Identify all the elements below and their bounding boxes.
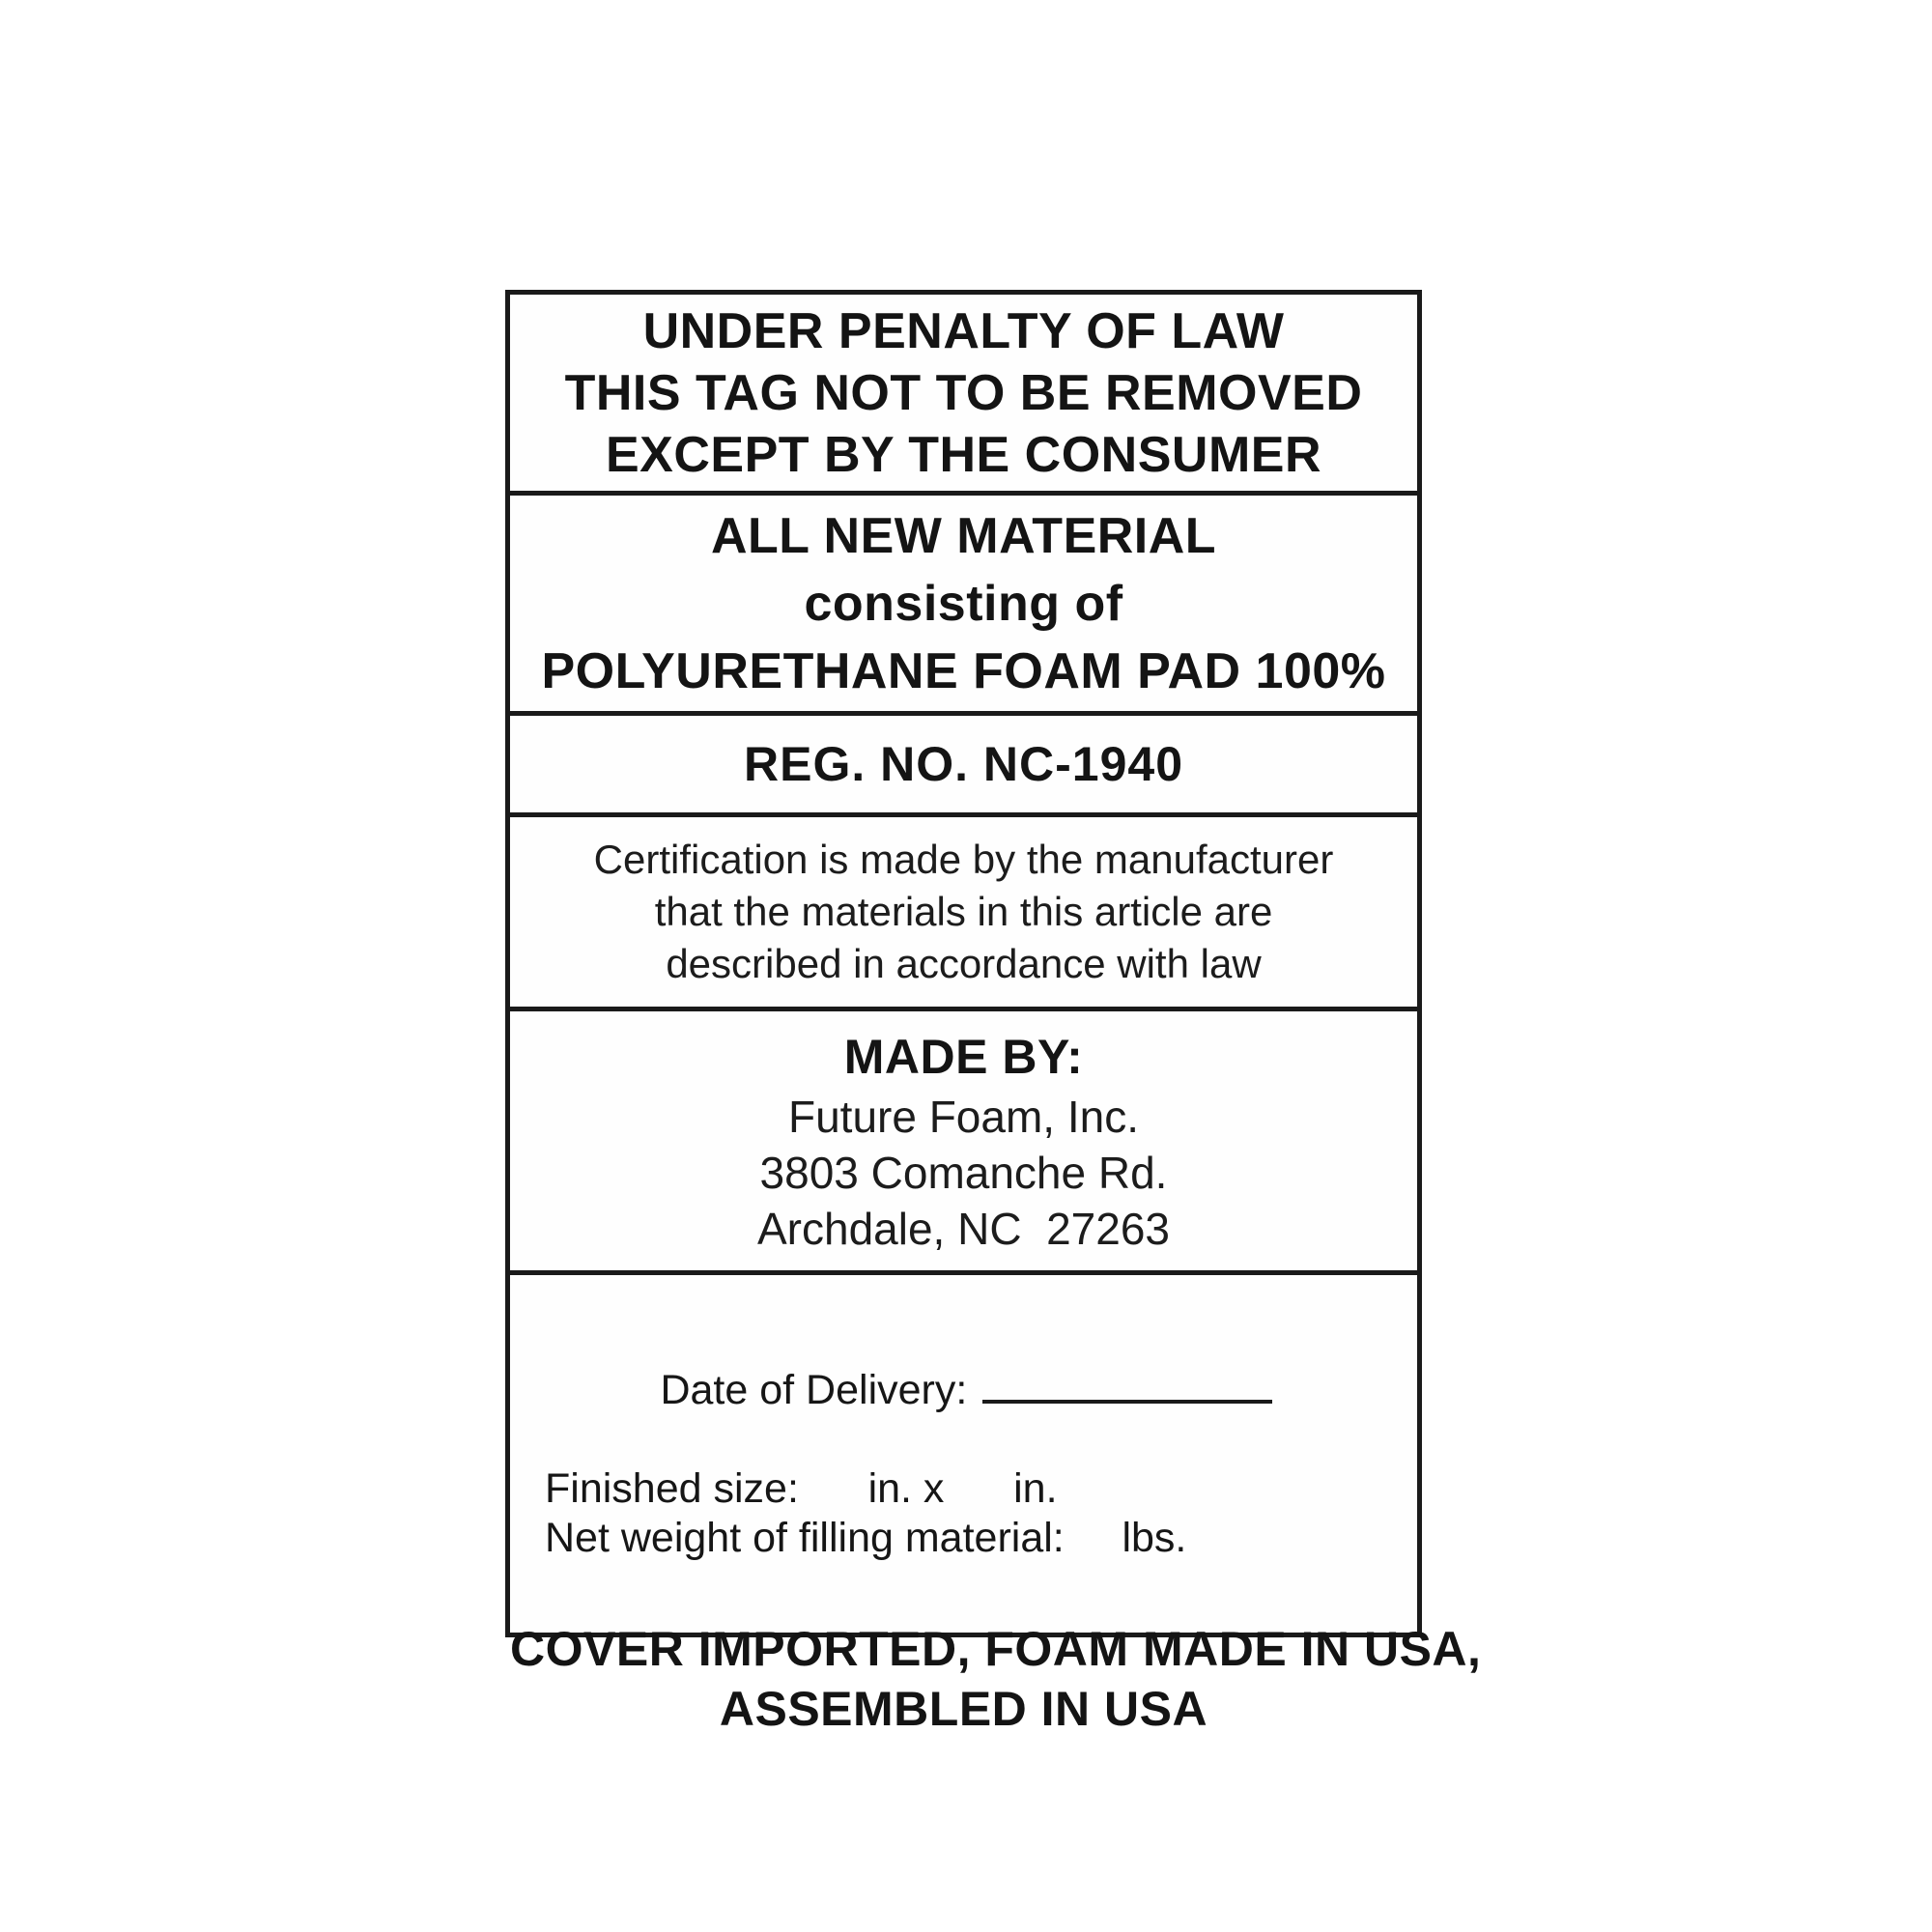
net-weight-row: Net weight of filling material: lbs. — [545, 1515, 1187, 1561]
made-by-section — [510, 1011, 1417, 1275]
date-of-delivery-row — [545, 1316, 1272, 1464]
material-line-3: POLYURETHANE FOAM PAD 100% — [541, 642, 1386, 699]
fill-in-fields — [545, 1316, 1272, 1563]
date-of-delivery-label: Date of Delivery: — [660, 1367, 968, 1413]
certification-line-1: Certification is made by the manufacturer — [593, 837, 1334, 882]
origin-statement-line-1: COVER IMPORTED, FOAM MADE IN USA, — [510, 1622, 1482, 1676]
material-line-1: ALL NEW MATERIAL — [710, 507, 1217, 564]
manufacturer-name: Future Foam, Inc. — [787, 1092, 1139, 1142]
finished-size-row: Finished size: in. x in. — [545, 1465, 1058, 1512]
certification-section — [510, 817, 1417, 1011]
details-section — [510, 1275, 1482, 1736]
manufacturer-street: 3803 Comanche Rd. — [759, 1148, 1168, 1198]
certification-line-3: described in accordance with law — [666, 941, 1262, 986]
material-line-2: consisting of — [804, 575, 1123, 632]
law-tag-label — [505, 290, 1482, 1736]
penalty-line-3: EXCEPT BY THE CONSUMER — [605, 426, 1322, 483]
made-by-heading: MADE BY: — [843, 1030, 1084, 1084]
penalty-section — [510, 295, 1417, 496]
origin-statement — [510, 1619, 1482, 1739]
date-of-delivery-blank — [982, 1365, 1272, 1404]
penalty-line-1: UNDER PENALTY OF LAW — [642, 302, 1285, 359]
origin-statement-line-2: ASSEMBLED IN USA — [719, 1682, 1208, 1736]
material-section — [510, 496, 1417, 716]
penalty-line-2: THIS TAG NOT TO BE REMOVED — [564, 364, 1363, 421]
certification-line-2: that the materials in this article are — [654, 889, 1273, 934]
manufacturer-city-state-zip: Archdale, NC 27263 — [756, 1204, 1171, 1254]
registration-number: REG. NO. NC-1940 — [743, 737, 1183, 791]
registration-section — [510, 716, 1417, 817]
